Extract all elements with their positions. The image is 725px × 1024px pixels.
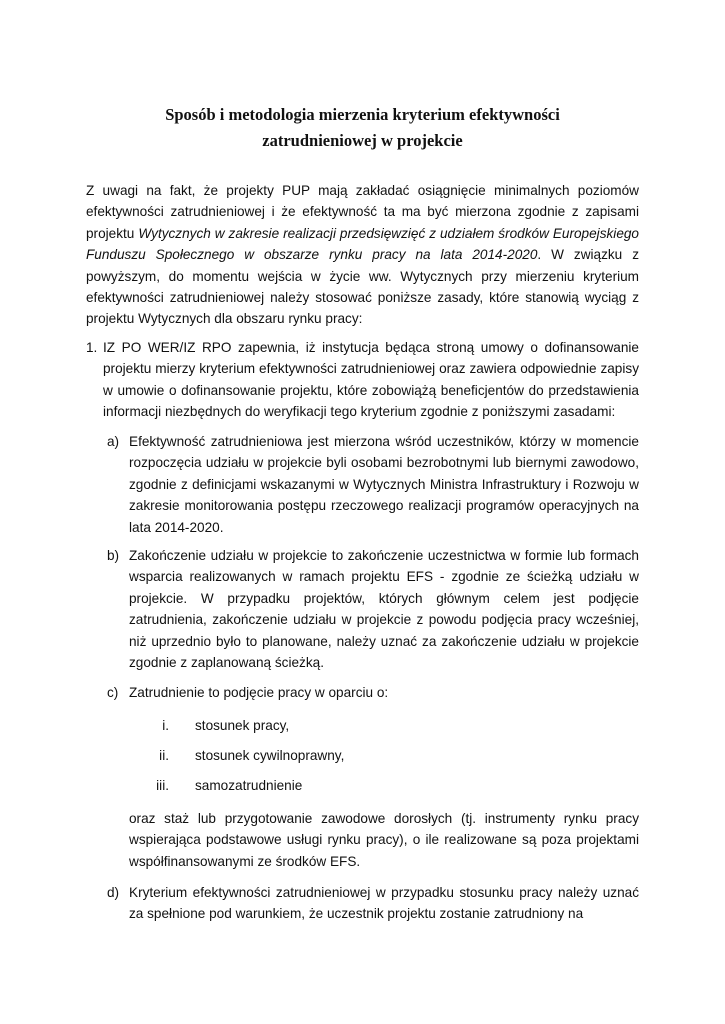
roman-number: ii.: [159, 748, 169, 763]
roman-number: iii.: [156, 778, 169, 793]
oraz-paragraph: oraz staż lub przygotowanie zawodowe dorosłych (tj. instrumenty rynku pracy wspierająca podstawowe usługi rynku pracy), o ile realizowane są poza projektami współfinansowanymi ze środków EFS.: [129, 811, 639, 869]
list-item-b: [107, 545, 639, 673]
document-title: [90, 102, 635, 154]
title-line-2: zatrudnieniowej w projekcie: [262, 131, 463, 150]
roman-number: i.: [162, 718, 169, 733]
item-text: Zakończenie udziału w projekcie to zakończenie uczestnictwa w formie lub formach wsparcia realizowanych w ramach projektu EFS - zgodnie ze ścieżką udziału w projekcie. W przypadku projektów, których głównym celem jest podjęcie zatrudnienia, zakończenie udziału w projekcie z powodu podjęcia pracy wcześniej, niż uprzednio było to planowane, należy uznać za zakończenie udziału w projekcie zgodnie z zaplanowaną ścieżką.: [129, 548, 639, 671]
roman-text: stosunek cywilnoprawny,: [195, 748, 345, 763]
list-item-c: [107, 682, 639, 703]
item-text: Kryterium efektywności zatrudnieniowej w przypadku stosunku pracy należy uznać za spełnione pod warunkiem, że uczestnik projektu zostanie zatrudniony na: [129, 885, 639, 922]
intro-italic-title: Wytycznych w zakresie realizacji przedsięwzięć z udziałem środków Europejskiego Funduszu Społecznego w obszarze rynku pracy na lata 2014-2020: [86, 225, 639, 263]
item-label: d): [107, 885, 120, 900]
item-text: Zatrudnienie to podjęcie pracy w oparciu o:: [129, 685, 389, 700]
intro-paragraph: [86, 180, 639, 330]
intro-text-1: Z uwagi na fakt, że projekty PUP mają zakładać osiągnięcie minimalnych poziomów efektywności zatrudnieniowej i że efektywność ta ma być mierzona zgodnie z zapisami projektu: [86, 183, 639, 241]
item-label: b): [107, 548, 120, 563]
intro-text-2: . W związku z powyższym, do momentu wejścia w życie ww. Wytycznych przy mierzeniu kryterium efektywności zatrudnieniowej należy stosować poniższe zasady, które stanowią wyciąg z projektu Wytycznych dla obszaru rynku pracy:: [86, 247, 639, 327]
title-line-1: Sposób i metodologia mierzenia kryterium efektywności: [165, 105, 560, 124]
roman-text: samozatrudnienie: [195, 778, 303, 793]
item-text: Efektywność zatrudnieniowa jest mierzona wśród uczestników, którzy w momencie rozpoczęcia udziału w projekcie byli osobami bezrobotnymi lub biernymi zawodowo, zgodnie z definicjami wskazanymi w Wytycznych Ministra Infrastruktury i Rozwoju w zakresie monitorowania postępu rzeczowego realizacji programów operacyjnych na lata 2014-2020.: [129, 434, 639, 535]
numbered-point-1: [86, 337, 639, 423]
list-item-a: [107, 431, 639, 538]
roman-text: stosunek pracy,: [195, 718, 290, 733]
list-item-d: [107, 882, 639, 925]
item-label: c): [107, 685, 119, 700]
point-text: IZ PO WER/IZ RPO zapewnia, iż instytucja będąca stroną umowy o dofinansowanie projektu mierzy kryterium efektywności zatrudnieniowej oraz zawiera odpowiednie zapisy w umowie o dofinansowanie projektu, które zobowiążą beneficjentów do przedstawienia informacji niezbędnych do weryfikacji tego kryterium zgodnie z poniższymi zasadami:: [103, 340, 639, 420]
item-label: a): [107, 434, 120, 449]
point-number: 1.: [86, 340, 98, 355]
